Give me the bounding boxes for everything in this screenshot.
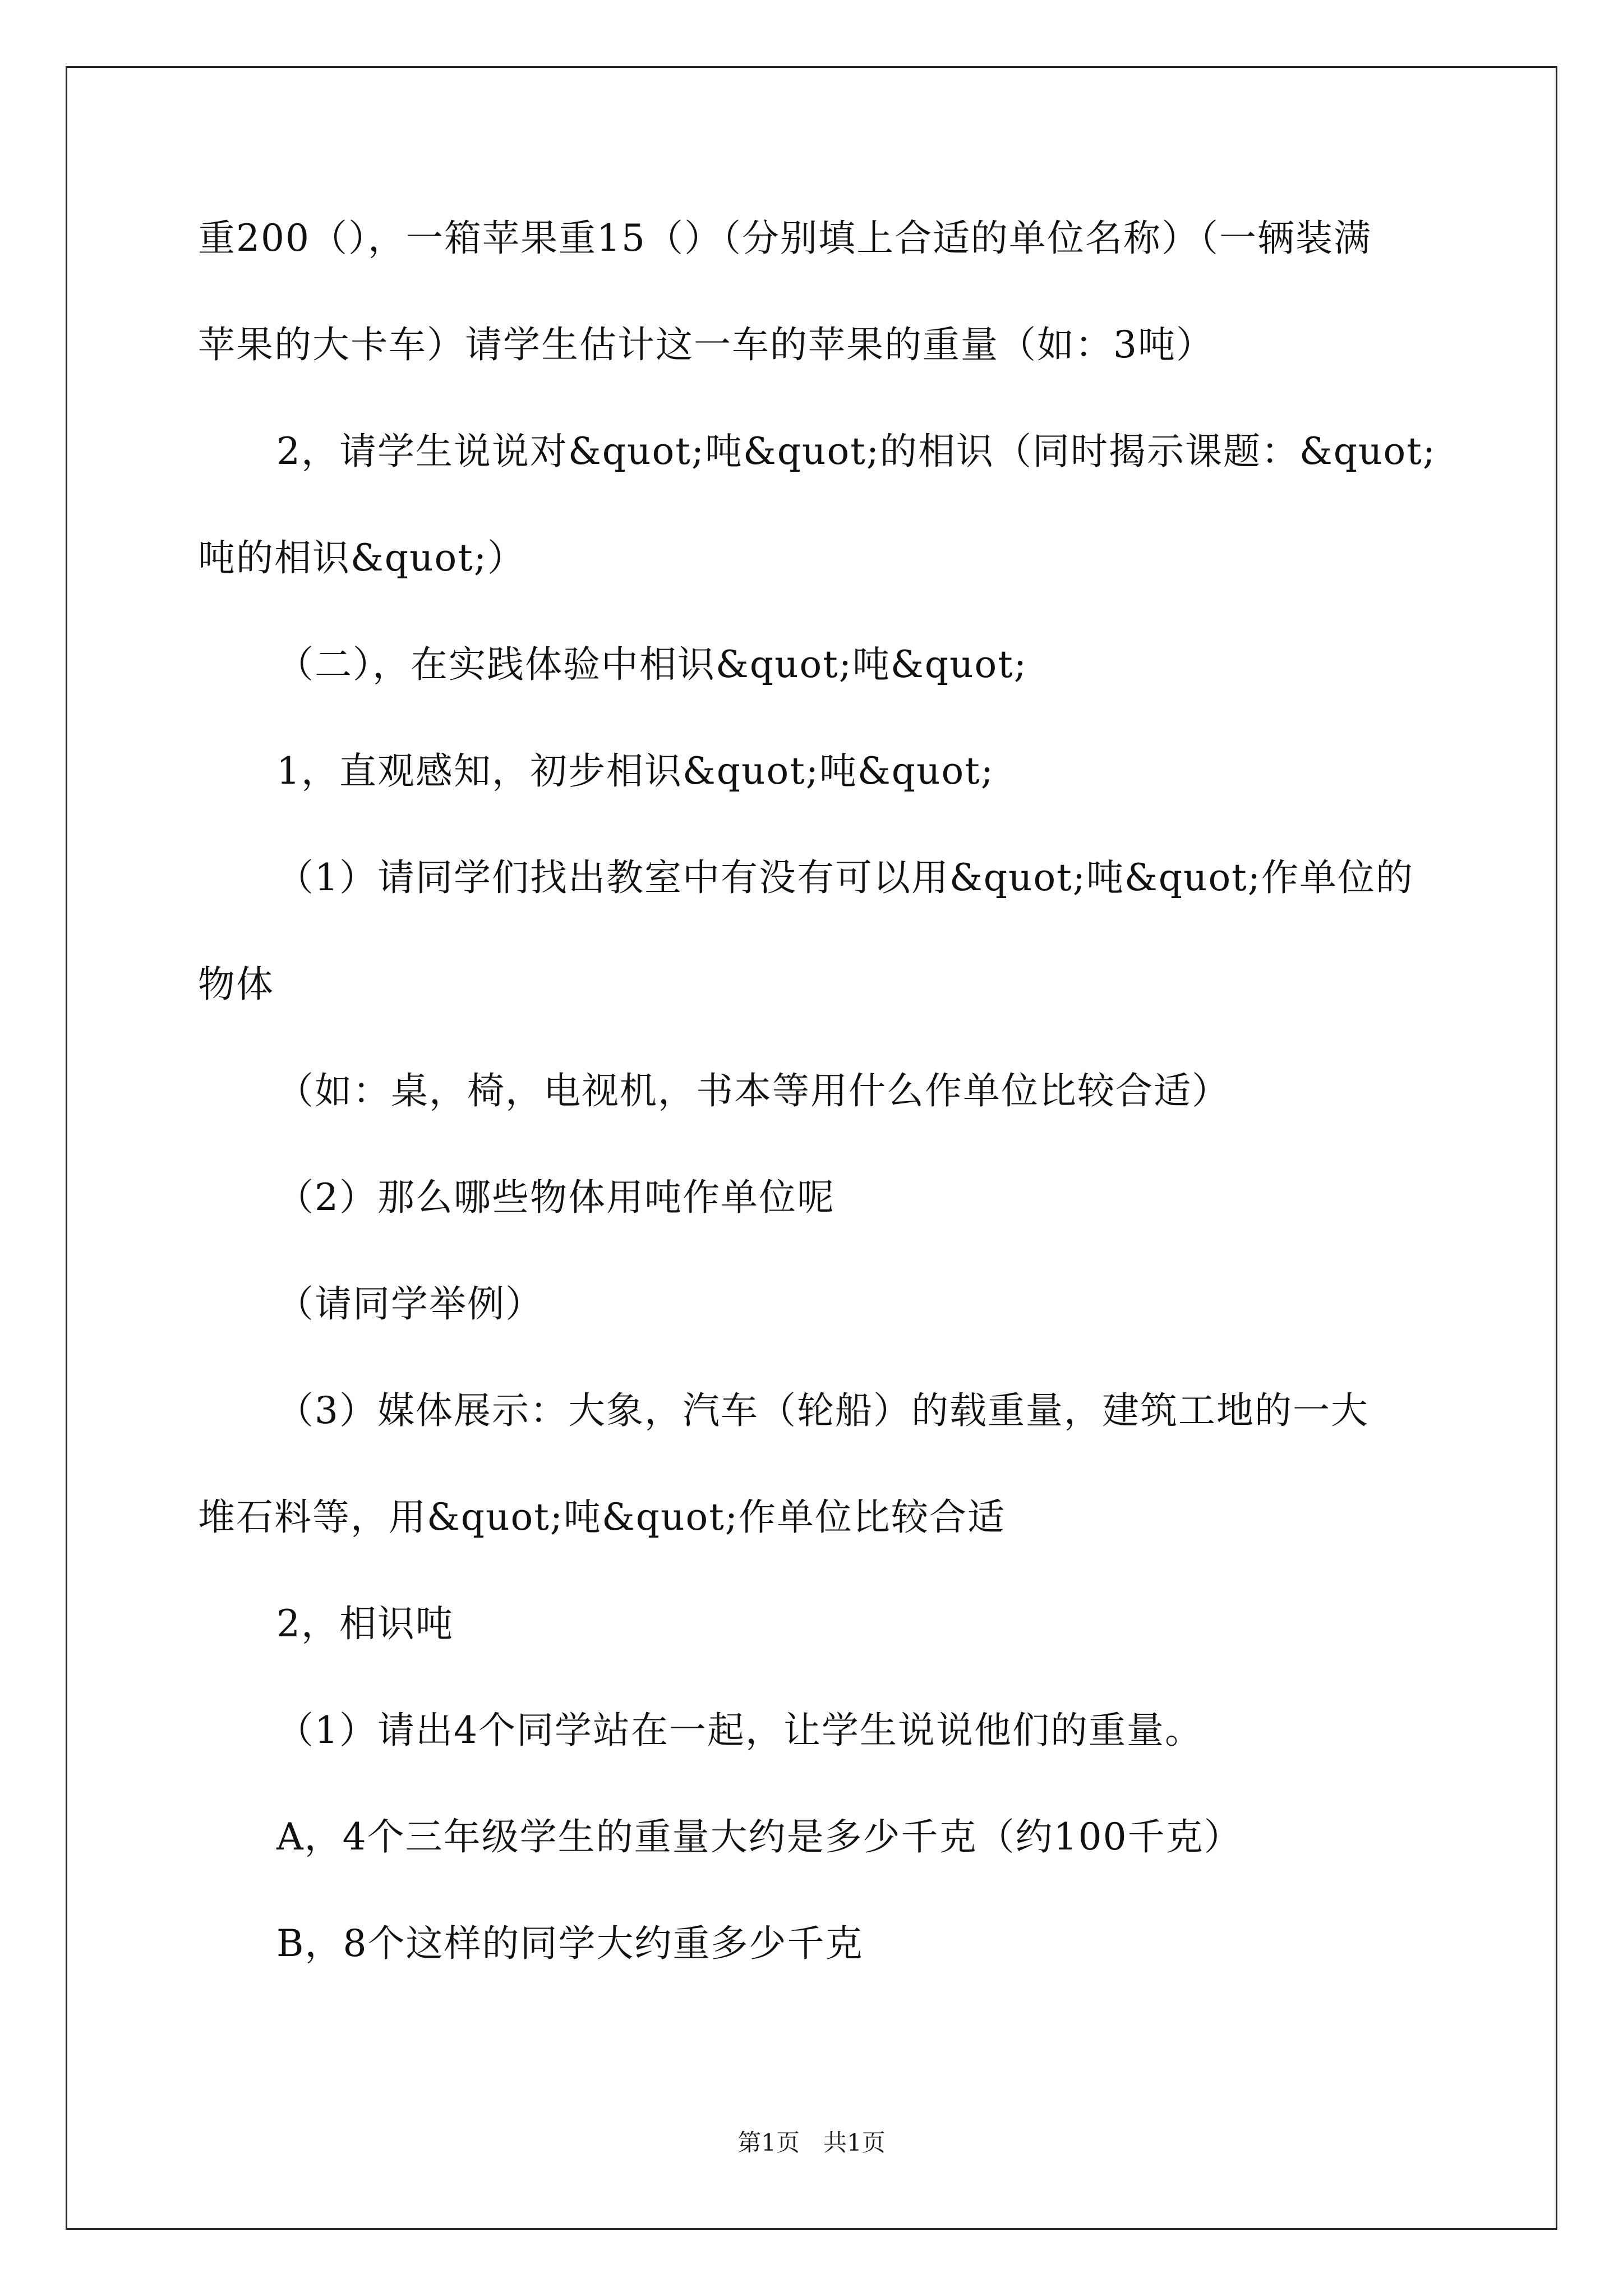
text-line: （二），在实践体验中相识&quot;吨&quot; xyxy=(276,643,1027,686)
text-line: 2，相识吨 xyxy=(276,1602,454,1645)
text-line: A，4个三年级学生的重量大约是多少千克（约100千克） xyxy=(276,1815,1242,1858)
page-border xyxy=(66,66,1557,2230)
text-line: 堆石料等，用&quot;吨&quot;作单位比较合适 xyxy=(198,1496,1006,1539)
text-line: （1）请同学们找出教室中有没有可以用&quot;吨&quot;作单位的 xyxy=(276,856,1414,899)
text-line: （3）媒体展示：大象，汽车（轮船）的载重量，建筑工地的一大 xyxy=(276,1389,1369,1432)
text-line: 物体 xyxy=(198,963,274,1006)
page-number-footer: 第1页 共1页 xyxy=(737,2129,886,2156)
text-line: 吨的相识&quot;） xyxy=(198,536,525,579)
text-line: （请同学举例） xyxy=(276,1282,543,1326)
text-line: （1）请出4个同学站在一起，让学生说说他们的重量。 xyxy=(276,1709,1203,1752)
text-line: 2，请学生说说对&quot;吨&quot;的相识（同时揭示课题：&quot; xyxy=(276,430,1436,473)
text-line: （如：桌，椅，电视机，书本等用什么作单位比较合适） xyxy=(276,1069,1230,1112)
text-line: 1，直观感知，初步相识&quot;吨&quot; xyxy=(276,749,994,793)
text-line: B，8个这样的同学大约重多少千克 xyxy=(276,1922,864,1965)
text-line: 重200（），一箱苹果重15（）（分别填上合适的单位名称）（一辆装满 xyxy=(198,217,1372,260)
text-line: （2）那么哪些物体用吨作单位呢 xyxy=(276,1176,835,1219)
text-line: 苹果的大卡车）请学生估计这一车的苹果的重量（如：3吨） xyxy=(198,323,1214,366)
